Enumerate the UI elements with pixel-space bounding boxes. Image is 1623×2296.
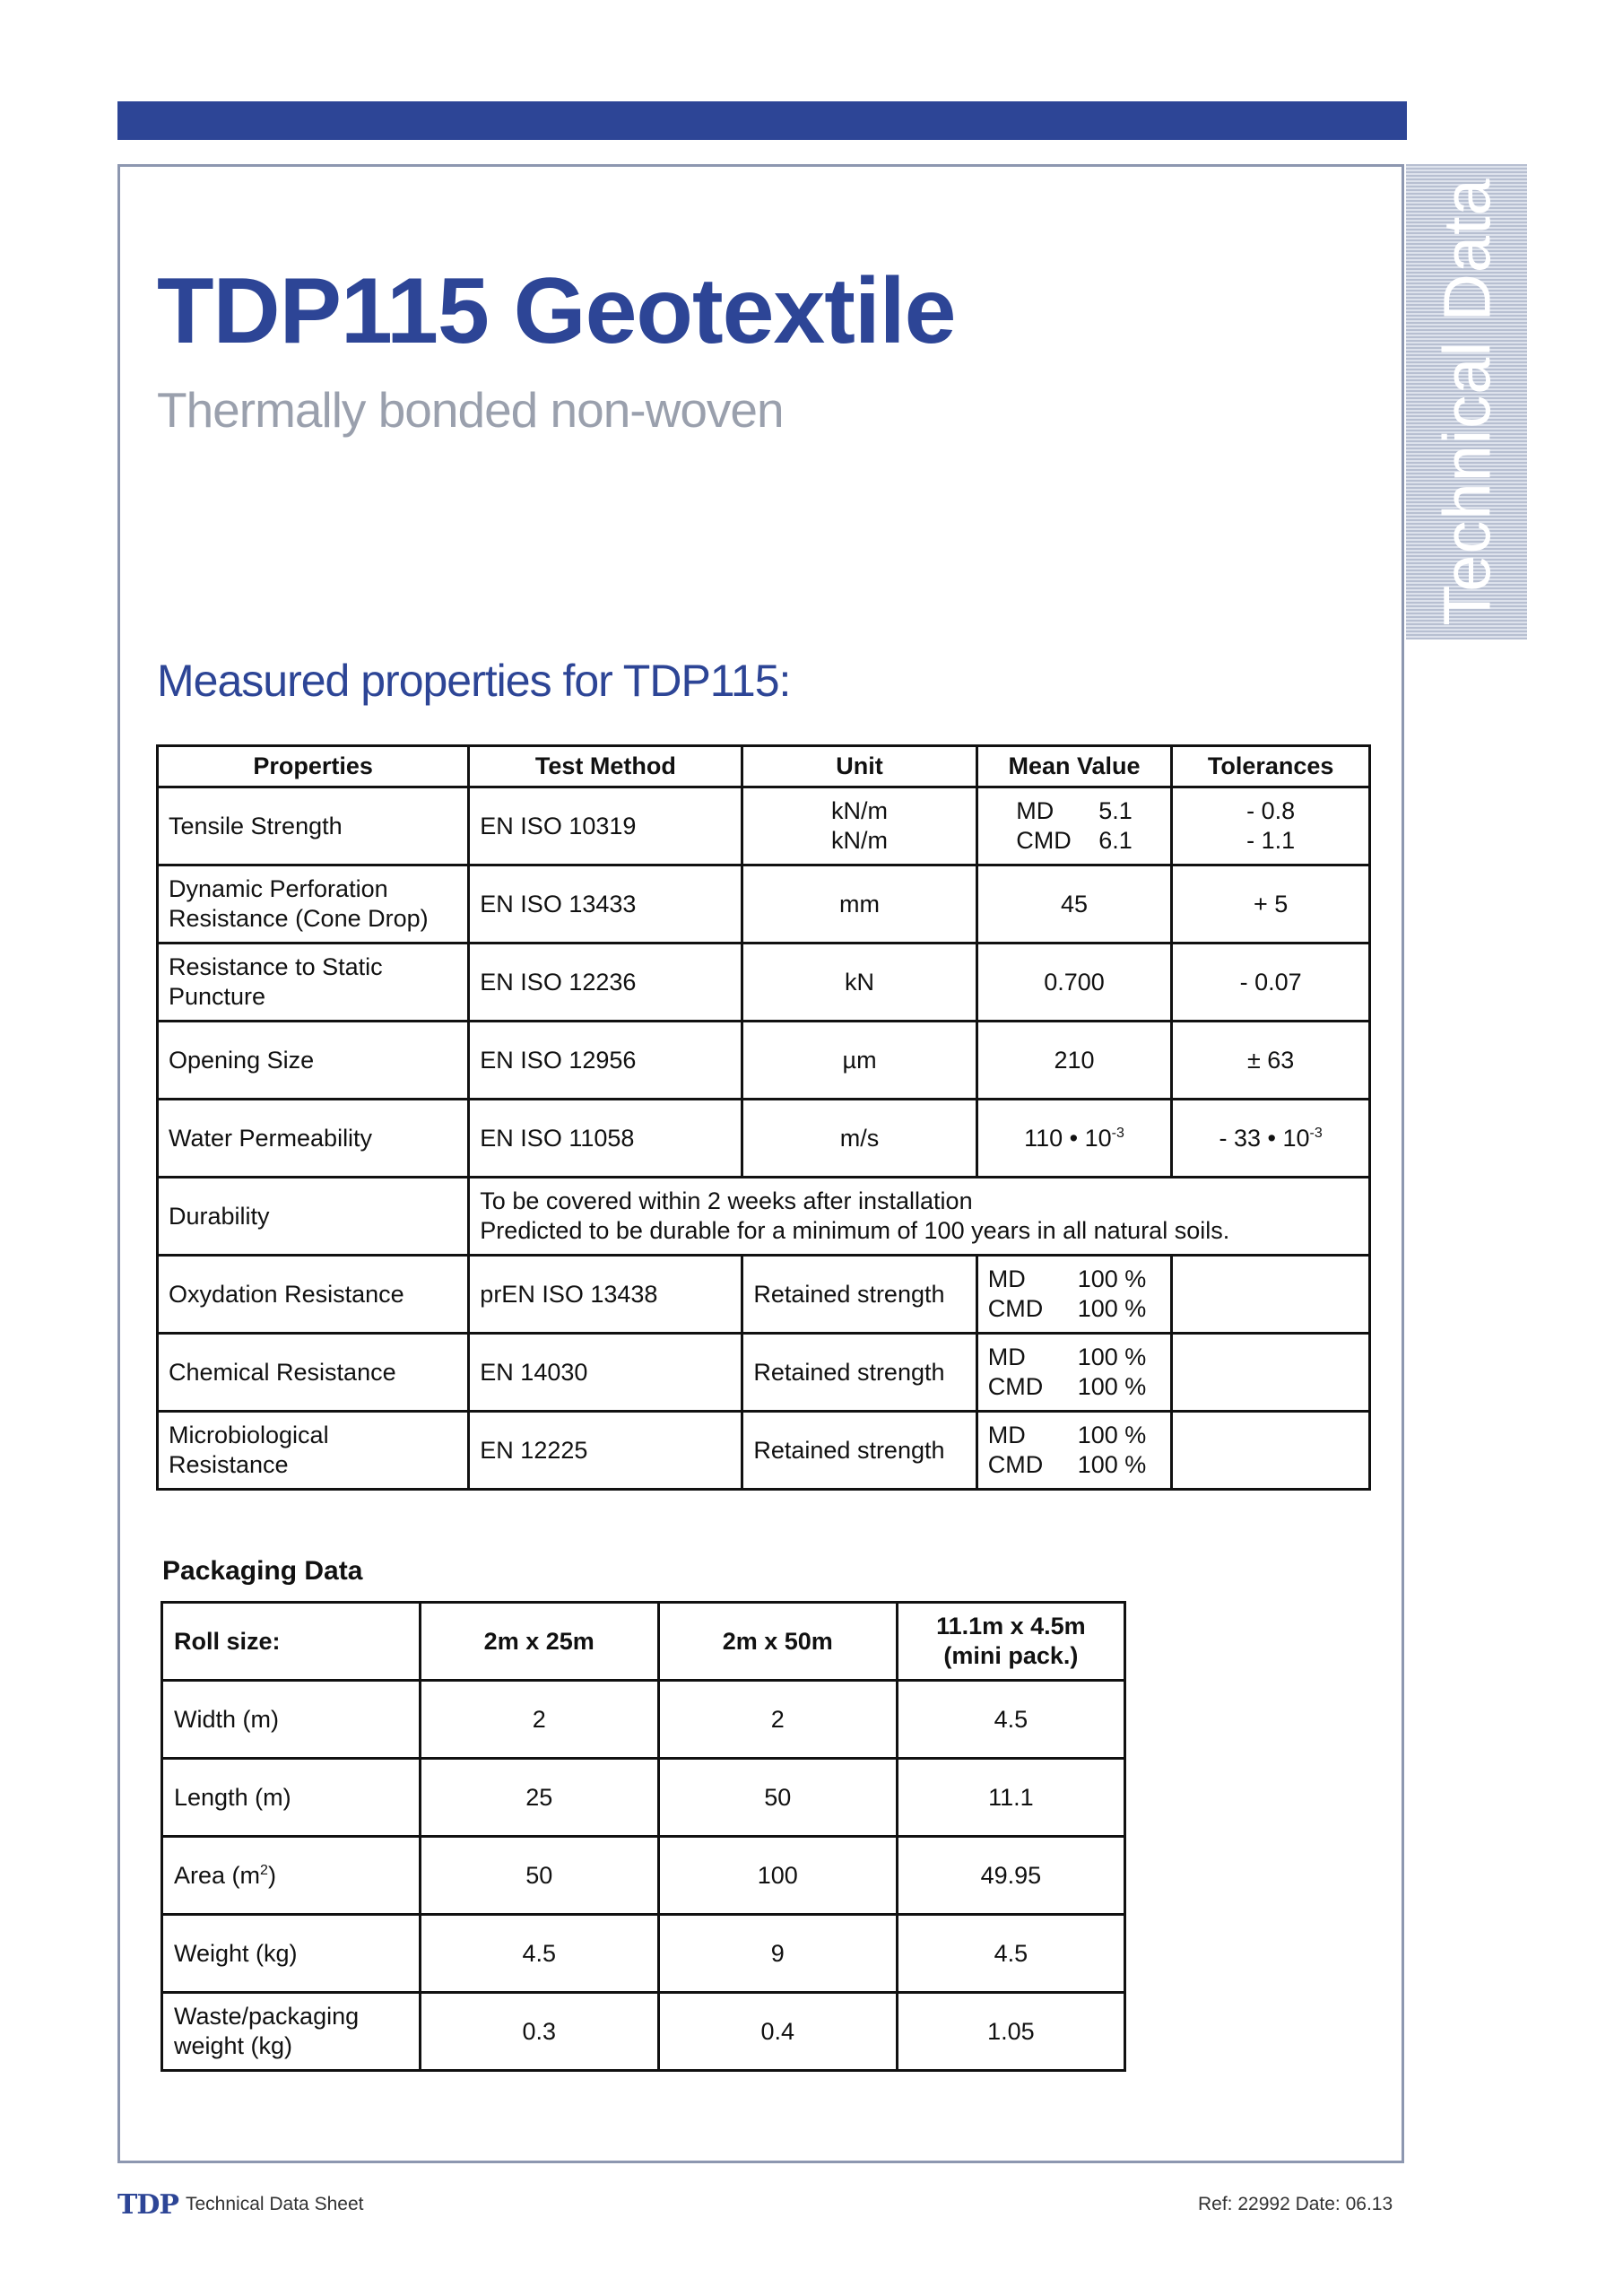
- label-line: weight (kg): [174, 2032, 293, 2059]
- header-line: 11.1m x 4.5m: [936, 1613, 1086, 1639]
- method-cell: EN ISO 10319: [469, 787, 742, 865]
- tolerance-cell: [1172, 1100, 1370, 1178]
- label-line: Waste/packaging: [174, 2003, 360, 2030]
- tolerance-cell: ± 63: [1172, 1022, 1370, 1100]
- footer-reference: Ref: 22992 Date: 06.13: [1198, 2194, 1393, 2214]
- mean-value: 100 %: [1077, 1295, 1147, 1322]
- property-cell: Oxydation Resistance: [158, 1256, 469, 1334]
- row-label: [162, 1993, 421, 2071]
- durability-note-cell: [469, 1178, 1370, 1256]
- value-cell: 2: [420, 1681, 658, 1759]
- tolerance-cell: [1172, 1334, 1370, 1412]
- table-row: [158, 865, 1370, 944]
- table-row: [162, 1915, 1125, 1993]
- method-cell: EN 12225: [469, 1412, 742, 1490]
- header-mini-pack: [897, 1603, 1124, 1681]
- table-row: [158, 944, 1370, 1022]
- mean-direction: CMD: [1016, 827, 1072, 854]
- method-cell: EN ISO 12236: [469, 944, 742, 1022]
- value-cell: 11.1: [897, 1759, 1124, 1837]
- tolerance-line: - 0.8: [1246, 797, 1296, 824]
- method-cell: EN ISO 13433: [469, 865, 742, 944]
- value-cell: 50: [420, 1837, 658, 1915]
- table-row: [162, 1681, 1125, 1759]
- label-sup: 2: [260, 1862, 268, 1878]
- property-cell: [158, 865, 469, 944]
- property-cell: Opening Size: [158, 1022, 469, 1100]
- value-cell: 1.05: [897, 1993, 1124, 2071]
- unit-cell: mm: [742, 865, 976, 944]
- packaging-title: Packaging Data: [162, 1556, 363, 1586]
- mean-cell: [976, 1412, 1172, 1490]
- table-row: [158, 1022, 1370, 1100]
- properties-table: [156, 744, 1371, 1491]
- packaging-header-row: [162, 1603, 1125, 1681]
- top-header-bar: [117, 101, 1407, 140]
- mean-cell: [976, 787, 1172, 865]
- row-label: Width (m): [162, 1681, 421, 1759]
- mean-cell: 0.700: [976, 944, 1172, 1022]
- unit-cell: Retained strength: [742, 1412, 976, 1490]
- tolerance-cell: + 5: [1172, 865, 1370, 944]
- header-tolerances: Tolerances: [1172, 746, 1370, 787]
- section-title: Measured properties for TDP115:: [157, 656, 791, 706]
- mean-direction: CMD: [987, 1451, 1044, 1478]
- value-cell: 49.95: [897, 1837, 1124, 1915]
- table-header-row: [158, 746, 1370, 787]
- mean-direction: MD: [987, 1265, 1026, 1292]
- unit-cell: m/s: [742, 1100, 976, 1178]
- tolerance-cell: - 0.07: [1172, 944, 1370, 1022]
- value-cell: 25: [420, 1759, 658, 1837]
- mean-direction: MD: [987, 1422, 1026, 1448]
- property-cell: Durability: [158, 1178, 469, 1256]
- property-line: Resistance: [169, 1451, 289, 1478]
- property-cell: [158, 1412, 469, 1490]
- tolerance-cell: [1172, 1412, 1370, 1490]
- method-cell: EN 14030: [469, 1334, 742, 1412]
- header-size-50m: 2m x 50m: [658, 1603, 897, 1681]
- header-roll-size: Roll size:: [162, 1603, 421, 1681]
- label-base: Area (m: [174, 1861, 261, 1889]
- value-cell: 4.5: [897, 1915, 1124, 1993]
- value-cell: 100: [658, 1837, 897, 1915]
- mean-cell: 45: [976, 865, 1172, 944]
- note-line: To be covered within 2 weeks after installation: [480, 1187, 973, 1214]
- method-cell: EN ISO 11058: [469, 1100, 742, 1178]
- property-cell: Chemical Resistance: [158, 1334, 469, 1412]
- value-cell: 4.5: [420, 1915, 658, 1993]
- tolerance-cell: [1172, 1256, 1370, 1334]
- method-cell: prEN ISO 13438: [469, 1256, 742, 1334]
- side-tab-label: Technical Data: [1429, 178, 1504, 626]
- mean-value: 100 %: [1077, 1422, 1147, 1448]
- table-row: [158, 1178, 1370, 1256]
- table-row: [162, 1759, 1125, 1837]
- mean-cell: 210: [976, 1022, 1172, 1100]
- header-mean-value: Mean Value: [976, 746, 1172, 787]
- table-row: [158, 787, 1370, 865]
- mean-value: 5.1: [1098, 797, 1133, 824]
- mean-exponent: -3: [1111, 1125, 1124, 1141]
- table-row: [162, 1993, 1125, 2071]
- mean-cell: [976, 1256, 1172, 1334]
- unit-cell: [742, 787, 976, 865]
- unit-cell: Retained strength: [742, 1256, 976, 1334]
- value-cell: 4.5: [897, 1681, 1124, 1759]
- mean-value: 100 %: [1077, 1373, 1147, 1400]
- property-cell: Tensile Strength: [158, 787, 469, 865]
- table-row: [158, 1334, 1370, 1412]
- header-test-method: Test Method: [469, 746, 742, 787]
- unit-cell: kN: [742, 944, 976, 1022]
- mean-cell: [976, 1100, 1172, 1178]
- mean-value: 6.1: [1098, 827, 1133, 854]
- unit-line: kN/m: [831, 827, 889, 854]
- value-cell: 9: [658, 1915, 897, 1993]
- row-label: Length (m): [162, 1759, 421, 1837]
- value-cell: 50: [658, 1759, 897, 1837]
- value-cell: 0.3: [420, 1993, 658, 2071]
- method-cell: EN ISO 12956: [469, 1022, 742, 1100]
- row-label: [162, 1837, 421, 1915]
- row-label: Weight (kg): [162, 1915, 421, 1993]
- tdp-logo: TDP: [117, 2189, 178, 2221]
- mean-value: 100 %: [1077, 1265, 1147, 1292]
- property-cell: [158, 944, 469, 1022]
- unit-line: kN/m: [831, 797, 889, 824]
- mean-value: 100 %: [1077, 1451, 1147, 1478]
- property-cell: Water Permeability: [158, 1100, 469, 1178]
- mean-value: 100 %: [1077, 1344, 1147, 1370]
- mean-base: 110 • 10: [1024, 1124, 1112, 1152]
- property-line: Resistance to Static: [169, 953, 383, 980]
- mean-cell: [976, 1334, 1172, 1412]
- header-properties: Properties: [158, 746, 469, 787]
- value-cell: 0.4: [658, 1993, 897, 2071]
- document-title: TDP115 Geotextile: [157, 259, 956, 363]
- mean-direction: CMD: [987, 1295, 1044, 1322]
- property-line: Resistance (Cone Drop): [169, 905, 429, 932]
- tolerance-line: - 1.1: [1246, 827, 1296, 854]
- mean-direction: MD: [987, 1344, 1026, 1370]
- header-line: (mini pack.): [943, 1642, 1079, 1669]
- tolerance-cell: [1172, 787, 1370, 865]
- note-line: Predicted to be durable for a minimum of 100 years in all natural soils.: [480, 1217, 1230, 1244]
- unit-cell: µm: [742, 1022, 976, 1100]
- document-subtitle: Thermally bonded non-woven: [157, 382, 784, 438]
- tolerance-base: - 33 • 10: [1219, 1124, 1310, 1152]
- header-unit: Unit: [742, 746, 976, 787]
- table-row: [158, 1100, 1370, 1178]
- table-row: [158, 1412, 1370, 1490]
- unit-cell: Retained strength: [742, 1334, 976, 1412]
- value-cell: 2: [658, 1681, 897, 1759]
- label-end: ): [267, 1861, 276, 1889]
- property-line: Microbiological: [169, 1422, 329, 1448]
- side-tab: [1406, 164, 1527, 639]
- footer-doc-type: Technical Data Sheet: [186, 2194, 364, 2214]
- property-line: Dynamic Perforation: [169, 875, 388, 902]
- packaging-table: [161, 1601, 1126, 2072]
- table-row: [162, 1837, 1125, 1915]
- tolerance-exponent: -3: [1309, 1125, 1323, 1141]
- header-size-25m: 2m x 25m: [420, 1603, 658, 1681]
- mean-direction: MD: [1016, 797, 1055, 824]
- table-row: [158, 1256, 1370, 1334]
- property-line: Puncture: [169, 983, 266, 1010]
- mean-direction: CMD: [987, 1373, 1044, 1400]
